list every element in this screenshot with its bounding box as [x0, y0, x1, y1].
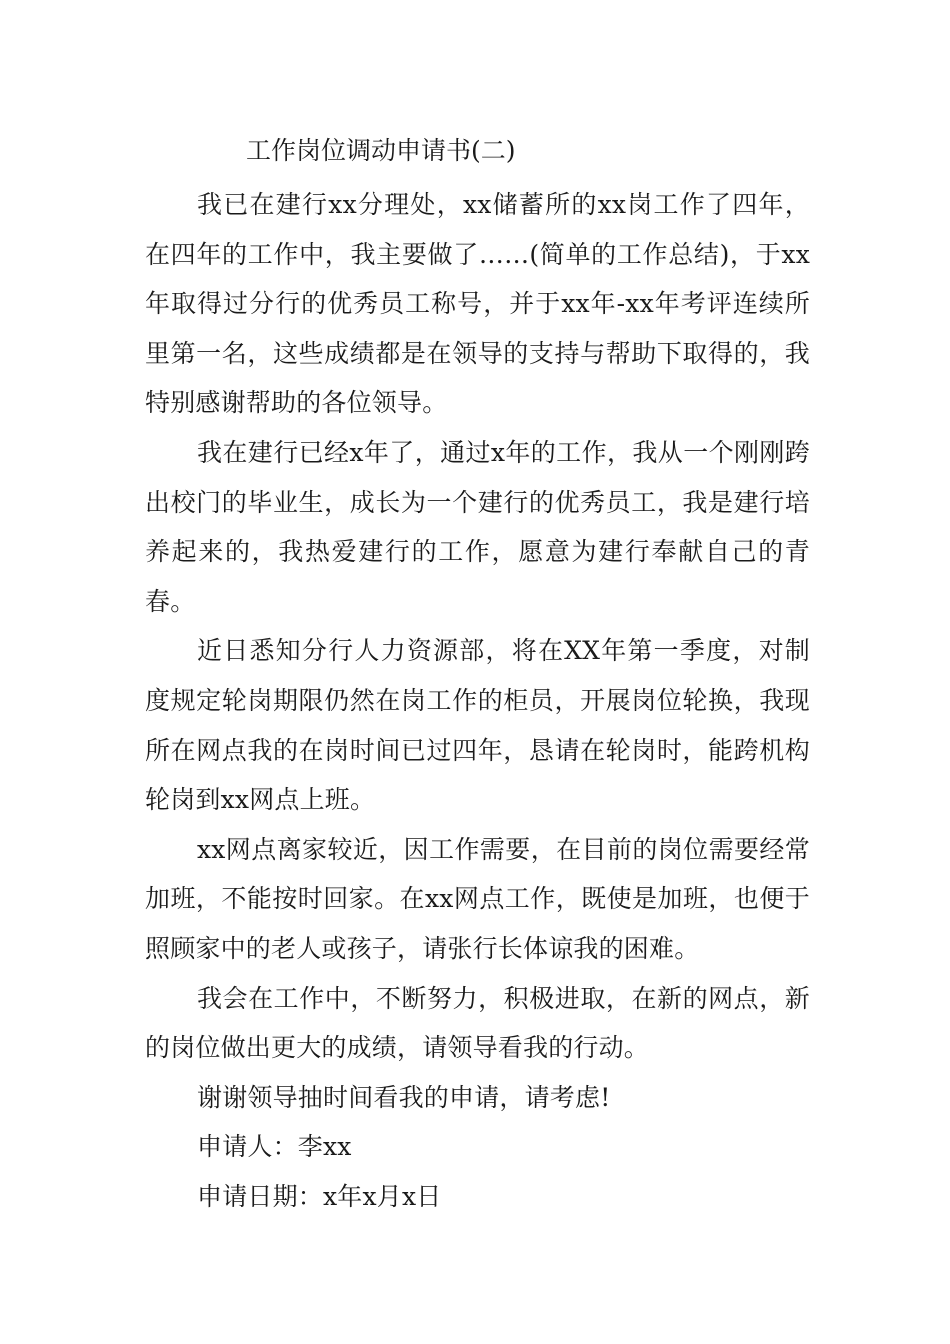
date-line: 申请日期：x年x月x日	[197, 1181, 442, 1211]
paragraph-career-growth: 我在建行已经x年了，通过x年的工作，我从一个刚刚跨出校门的毕业生，成长为一个建行的优秀员工，我是建行培养起来的，我热爱建行的工作，愿意为建行奉献自己的青春。	[145, 437, 810, 616]
document-body	[145, 180, 810, 1221]
paragraph-rotation-request: 近日悉知分行人力资源部，将在XX年第一季度，对制度规定轮岗期限仍然在岗工作的柜员，开展岗位轮换，我现所在网点我的在岗时间已过四年，恳请在轮岗时，能跨机构轮岗到xx网点上班。	[145, 636, 810, 815]
paragraph-work-history: 我已在建行xx分理处，xx储蓄所的xx岗工作了四年，在四年的工作中，我主要做了……(简单的工作总结)，于xx年取得过分行的优秀员工称号，并于xx年-xx年考评连续所里第一名，这些成绩都是在领导的支持与帮助下取得的，我特别感谢帮助的各位领导。	[145, 190, 810, 418]
paragraph-commitment: 我会在工作中，不断努力，积极进取，在新的网点，新的岗位做出更大的成绩，请领导看我的行动。	[145, 983, 810, 1063]
document-title: 工作岗位调动申请书(二)	[246, 136, 516, 165]
paragraph-reason: xx网点离家较近，因工作需要，在目前的岗位需要经常加班，不能按时回家。在xx网点工作，既使是加班，也便于照顾家中的老人或孩子，请张行长体谅我的困难。	[145, 834, 810, 963]
applicant-line: 申请人：李xx	[197, 1132, 352, 1162]
closing-line: 谢谢领导抽时间看我的申请，请考虑!	[197, 1082, 611, 1112]
